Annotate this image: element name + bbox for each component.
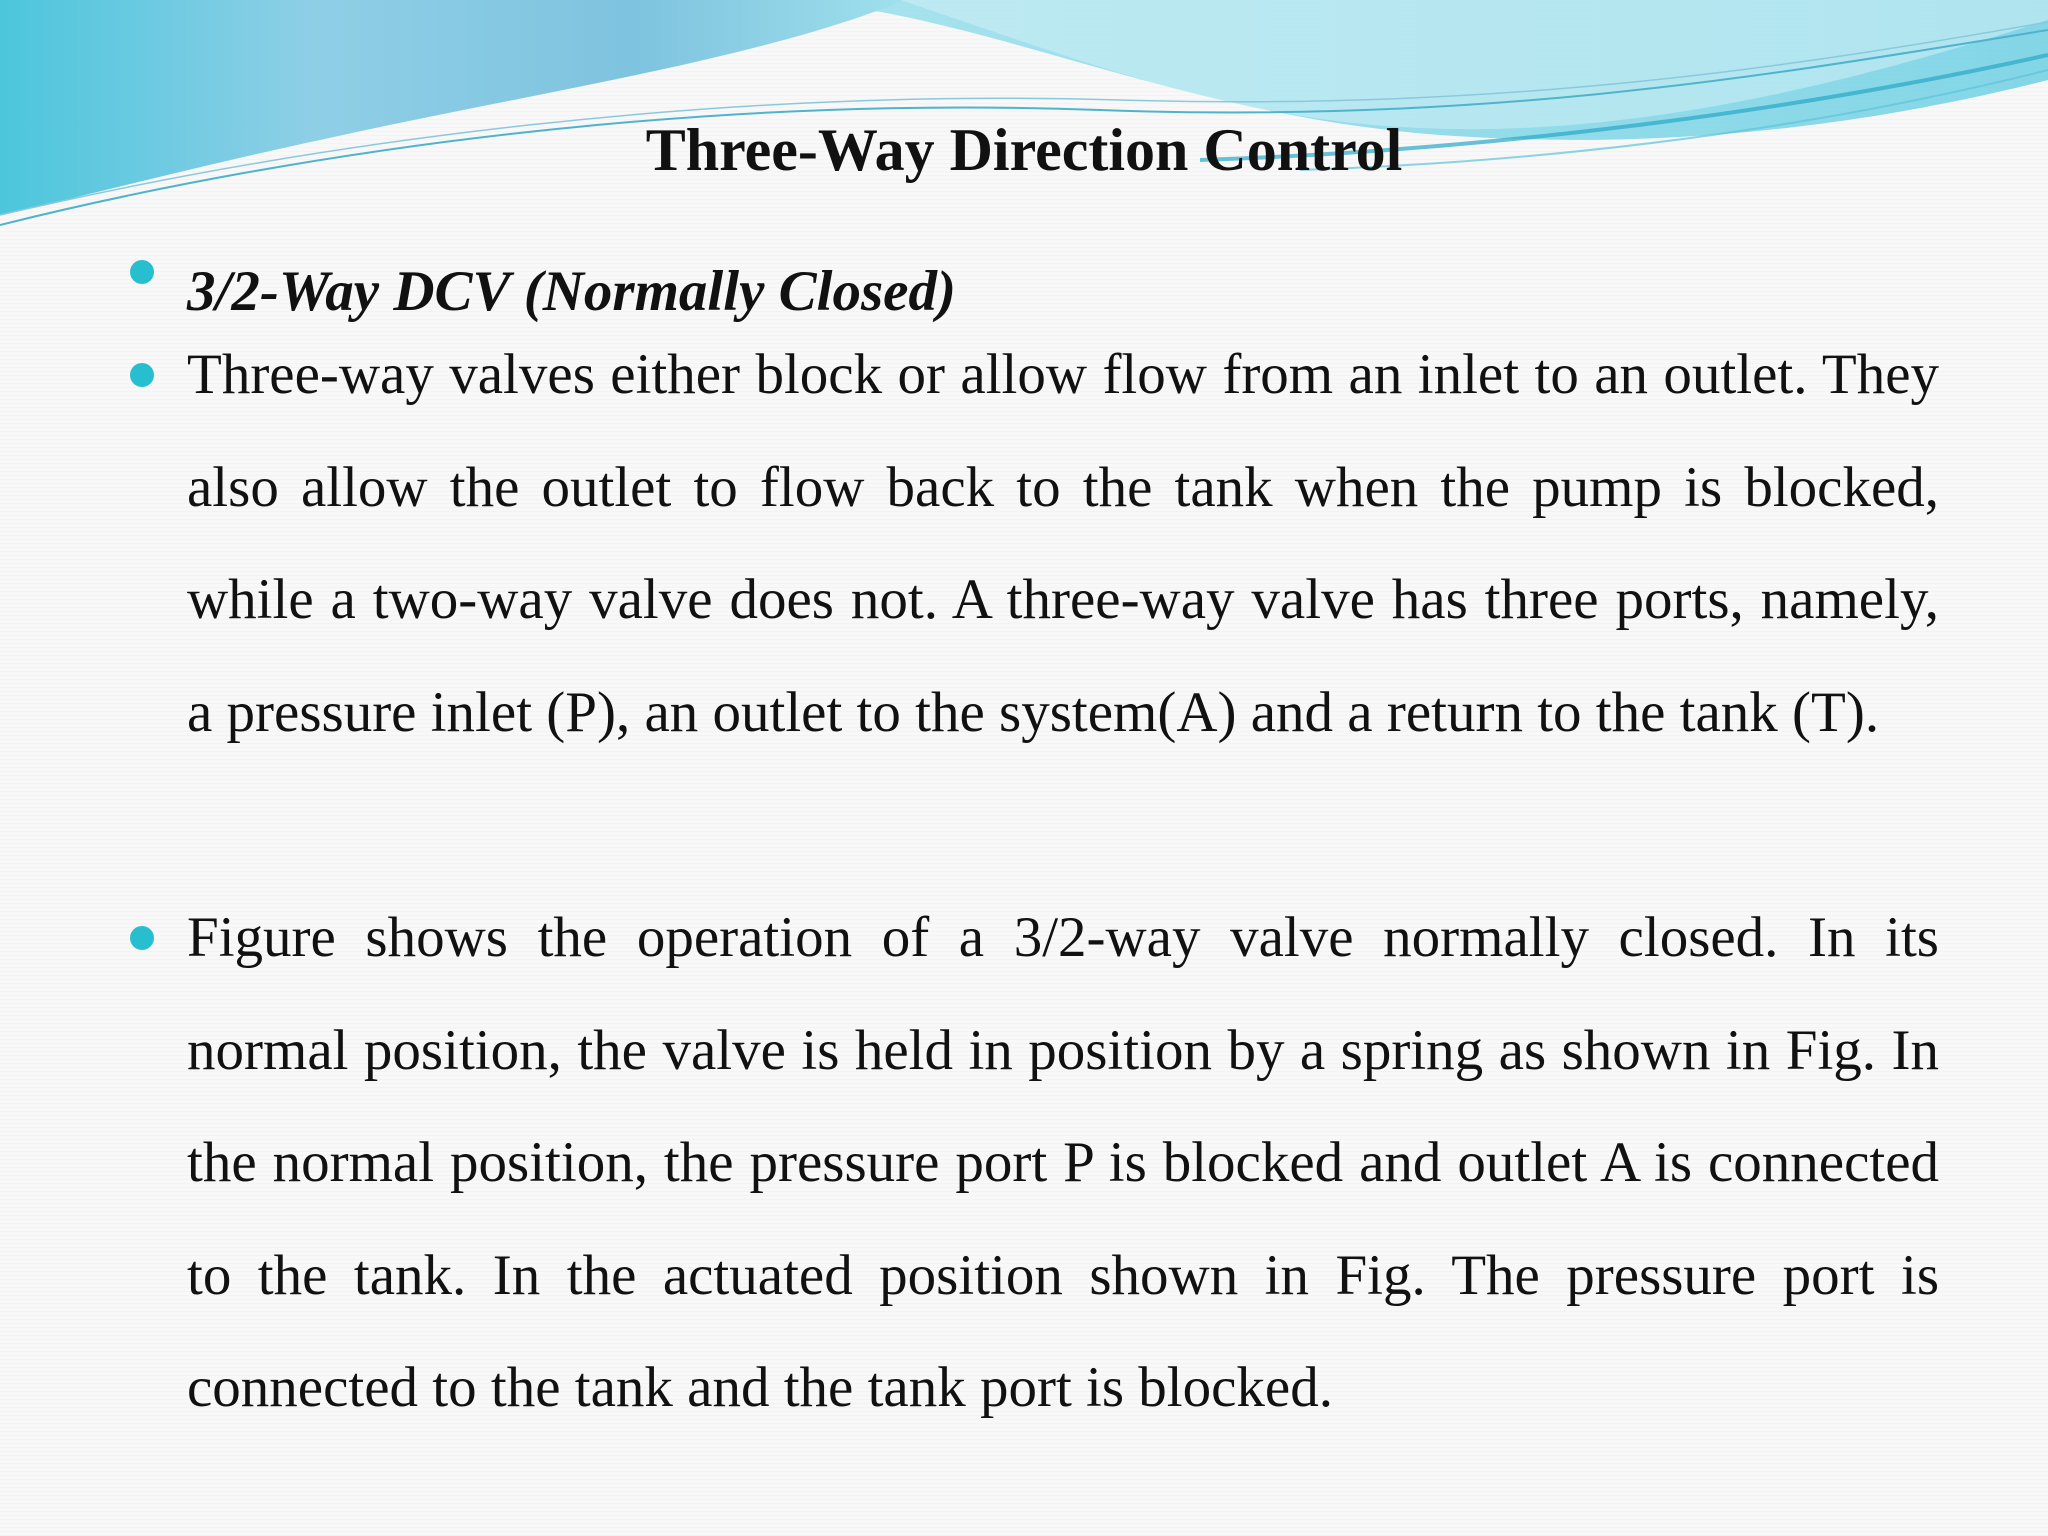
bullet-dot-icon	[130, 260, 154, 284]
bullet-subheading-text: 3/2-Way DCV (Normally Closed)	[187, 260, 956, 323]
bullet-paragraph-text: Figure shows the operation of a 3/2-way valve normally closed. In its normal position, the valve is held in position by a spring as shown in Fig. In the normal position, the pressure port P is blocked and outlet A is connected to the tank. In the actuated position shown in Fig. The pressure port is connected to the tank and the tank port is blocked.	[187, 906, 1939, 1419]
bullet-paragraph-text: Three-way valves either block or allow flow from an inlet to an outlet. They also allow the outlet to flow back to the tank when the pump is blocked, while a two-way valve does not. A three-way valve has three ports, namely, a pressure inlet (P), an outlet to the system(A) and a return to the tank (T).	[187, 343, 1939, 744]
bullet-dot-icon	[130, 363, 154, 387]
bullet-dot-icon	[130, 926, 154, 950]
slide-title: Three-Way Direction Control	[645, 117, 1403, 183]
